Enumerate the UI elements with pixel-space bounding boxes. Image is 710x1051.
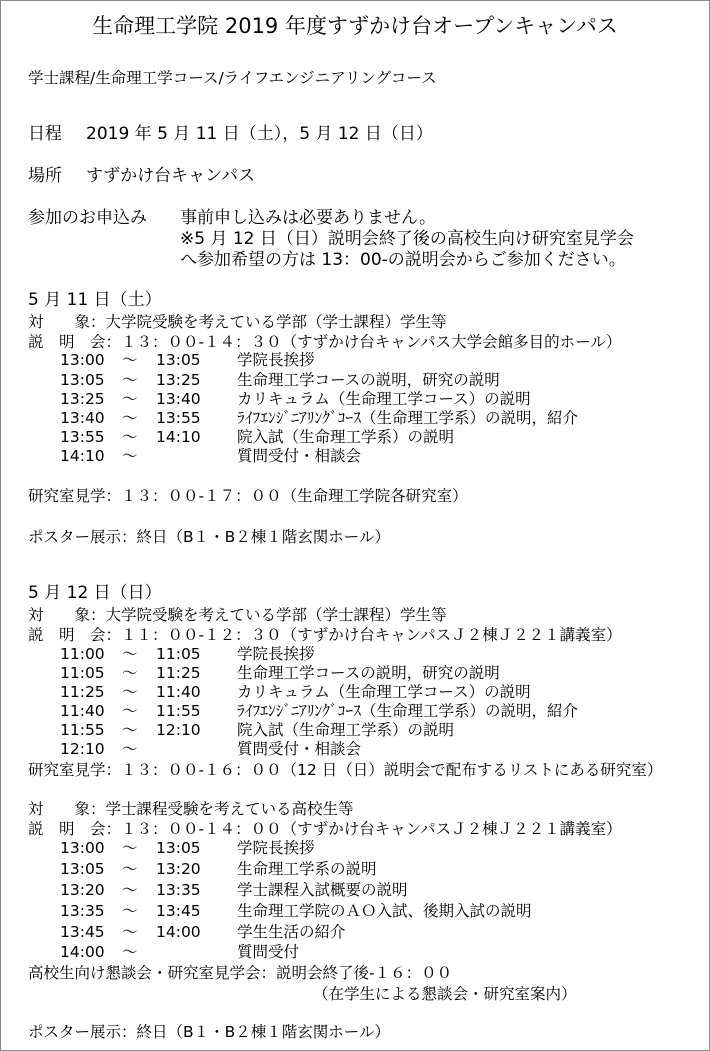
program-desc: 生命理工学院のＡＯ入試、後期入試の説明 — [237, 902, 532, 920]
program-start: 13:55 — [60, 428, 105, 446]
program-tilde: ～ — [122, 409, 138, 427]
program-desc: 学院長挨拶 — [237, 645, 315, 663]
program-start: 13:00 — [60, 351, 105, 369]
program-start: 11:05 — [60, 664, 105, 682]
program-end: 13:40 — [156, 390, 201, 408]
program-end: 13:35 — [156, 881, 201, 899]
schedule-label: 日程 — [28, 124, 62, 144]
program-tilde: ～ — [122, 371, 138, 389]
program-tilde: ～ — [122, 683, 138, 701]
program-desc: 質問受付・相談会 — [237, 447, 362, 465]
program-start: 13:35 — [60, 902, 105, 920]
schedule-value: 2019 年 5 月 11 日（土），5 月 12 日（日） — [86, 124, 433, 144]
program-desc: 生命理工学系の説明 — [237, 860, 377, 878]
hs-session: 説 明 会：１３：００-１４：００（すずかけ台キャンパスＪ２棟Ｊ２２１講義室） — [28, 820, 622, 838]
program-start: 11:25 — [60, 683, 105, 701]
program-tilde: ～ — [122, 902, 138, 920]
program-tilde: ～ — [122, 943, 138, 961]
program-start: 13:05 — [60, 860, 105, 878]
program-desc: カリキュラム（生命理工学コース）の説明 — [237, 683, 531, 701]
program-end: 13:20 — [156, 860, 201, 878]
program-desc: 質問受付 — [237, 943, 300, 961]
application-label: 参加のお申込み — [28, 208, 147, 228]
program-start: 13:05 — [60, 371, 105, 389]
program-start: 13:45 — [60, 923, 105, 941]
program-start: 11:00 — [60, 645, 105, 663]
day1-poster: ポスター展示：終日（B１・B２棟１階玄関ホール） — [28, 528, 390, 546]
program-end: 14:10 — [156, 428, 201, 446]
program-tilde: ～ — [122, 923, 138, 941]
program-start: 13:20 — [60, 881, 105, 899]
program-desc: 院入試（生命理工学系）の説明 — [237, 428, 455, 446]
program-end: 11:05 — [156, 645, 201, 663]
program-tilde: ～ — [122, 839, 138, 857]
program-end: 13:05 — [156, 351, 201, 369]
program-end: 12:10 — [156, 721, 201, 739]
day2-lab-tour: 研究室見学：１３：００-１６：００（12 日（日）説明会で配布するリストにある研究室） — [28, 761, 663, 779]
program-tilde: ～ — [122, 645, 138, 663]
program-desc: 学院長挨拶 — [237, 351, 315, 369]
program-end: 11:25 — [156, 664, 201, 682]
program-start: 13:00 — [60, 839, 105, 857]
program-tilde: ～ — [122, 881, 138, 899]
day2-session: 説 明 会：１１：００-１２：３０（すずかけ台キャンパスＪ２棟Ｊ２２１講義室） — [28, 626, 622, 644]
application-line-3: へ参加希望の方は 13：00-の説明会からご参加ください。 — [180, 250, 626, 270]
program-end: 14:00 — [156, 923, 201, 941]
hs-target: 対 象：学士課程受験を考えている高校生等 — [28, 800, 354, 818]
day1-target: 対 象：大学院受験を考えている学部（学士課程）学生等 — [28, 313, 447, 331]
program-start: 13:25 — [60, 390, 105, 408]
program-tilde: ～ — [122, 721, 138, 739]
program-desc: ﾗｲﾌｴﾝｼﾞﾆｱﾘﾝｸﾞｺｰｽ（生命理工学系）の説明，紹介 — [237, 409, 579, 427]
program-tilde: ～ — [122, 428, 138, 446]
program-desc: 院入試（生命理工学系）の説明 — [237, 721, 455, 739]
program-end: 11:55 — [156, 702, 201, 720]
program-desc: 質問受付・相談会 — [237, 740, 362, 758]
program-desc: 生命理工学コースの説明，研究の説明 — [237, 371, 500, 389]
program-start: 14:00 — [60, 943, 105, 961]
application-line-1: 事前申し込みは必要ありません。 — [180, 208, 437, 228]
program-desc: 学生生活の紹介 — [237, 923, 346, 941]
day2-heading: 5 月 12 日（日） — [28, 583, 162, 603]
program-tilde: ～ — [122, 351, 138, 369]
program-tilde: ～ — [122, 447, 138, 465]
day1-session: 説 明 会：１３：００-１４：３０（すずかけ台キャンパス大学会館多目的ホール） — [28, 333, 622, 351]
program-start: 11:55 — [60, 721, 105, 739]
hs-meeting: 高校生向け懇談会・研究室見学会：説明会終了後-１６：００ — [28, 964, 453, 982]
place-label: 場所 — [28, 166, 62, 186]
program-end: 13:55 — [156, 409, 201, 427]
program-end: 13:05 — [156, 839, 201, 857]
course-line: 学士課程/生命理工学コース/ライフエンジニアリングコース — [28, 69, 437, 87]
program-end: 13:45 — [156, 902, 201, 920]
program-end: 11:40 — [156, 683, 201, 701]
program-desc: 生命理工学コースの説明，研究の説明 — [237, 664, 500, 682]
program-start: 11:40 — [60, 702, 105, 720]
program-desc: 学士課程入試概要の説明 — [237, 881, 408, 899]
program-tilde: ～ — [122, 390, 138, 408]
program-desc: 学院長挨拶 — [237, 839, 315, 857]
program-tilde: ～ — [122, 860, 138, 878]
program-start: 13:40 — [60, 409, 105, 427]
program-start: 12:10 — [60, 740, 105, 758]
program-tilde: ～ — [122, 702, 138, 720]
program-tilde: ～ — [122, 664, 138, 682]
day1-heading: 5 月 11 日（土） — [28, 290, 162, 310]
day2-poster: ポスター展示：終日（B１・B２棟１階玄関ホール） — [28, 1023, 390, 1041]
day1-lab-tour: 研究室見学：１３：００-１７：００（生命理工学院各研究室） — [28, 487, 468, 505]
hs-meeting-note: （在学生による懇談会・研究室案内） — [313, 985, 577, 1003]
application-line-2: ※5 月 12 日（日）説明会終了後の高校生向け研究室見学会 — [180, 229, 634, 249]
program-desc: ﾗｲﾌｴﾝｼﾞﾆｱﾘﾝｸﾞｺｰｽ（生命理工学系）の説明，紹介 — [237, 702, 579, 720]
day2-target: 対 象：大学院受験を考えている学部（学士課程）学生等 — [28, 606, 447, 624]
page-title: 生命理工学院 2019 年度すずかけ台オープンキャンパス — [92, 14, 618, 38]
program-start: 14:10 — [60, 447, 105, 465]
program-end: 13:25 — [156, 371, 201, 389]
program-desc: カリキュラム（生命理工学コース）の説明 — [237, 390, 531, 408]
program-tilde: ～ — [122, 740, 138, 758]
place-value: すずかけ台キャンパス — [86, 166, 255, 186]
